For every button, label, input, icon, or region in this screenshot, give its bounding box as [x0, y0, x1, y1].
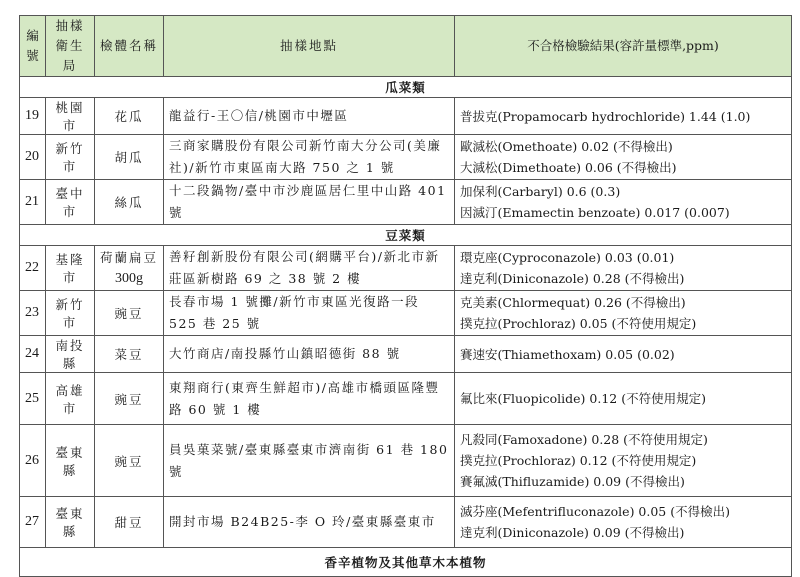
header-no — [20, 16, 46, 77]
row-no: 19 — [20, 98, 46, 135]
row-no: 26 — [20, 425, 46, 497]
row-location: 東翔商行(東齊生鮮超市)/高雄市橋頭區隆豐路 60 號 1 樓 — [164, 373, 455, 425]
table-row — [20, 373, 792, 425]
row-agency: 臺中市 — [46, 180, 95, 225]
result-line: 普拔克(Propamocarb hydrochloride) 1.44 (1.0) — [460, 108, 751, 124]
result-line: 歐滅松(Omethoate) 0.02 (不得檢出) — [460, 139, 673, 154]
row-result — [455, 246, 792, 291]
sample-name: 荷蘭扁豆 — [100, 250, 159, 265]
row-sample: 豌豆 — [95, 291, 164, 336]
row-no: 23 — [20, 291, 46, 336]
row-agency: 新竹市 — [46, 291, 95, 336]
header-agency-line2: 衛生局 — [55, 38, 85, 73]
row-agency: 新竹市 — [46, 135, 95, 180]
row-agency: 臺東縣 — [46, 497, 95, 548]
row-sample: 菜豆 — [95, 336, 164, 373]
table-row — [20, 497, 792, 548]
section-row — [20, 77, 792, 98]
header-agency-line1: 抽樣 — [55, 18, 85, 33]
row-result — [455, 425, 792, 497]
row-sample — [95, 246, 164, 291]
result-line: 撲克拉(Prochloraz) 0.05 (不符使用規定) — [460, 316, 697, 331]
row-no: 21 — [20, 180, 46, 225]
header-no-line1: 編 — [26, 28, 39, 43]
table-row — [20, 180, 792, 225]
header-result: 不合格檢驗結果(容許量標準,ppm) — [455, 16, 792, 77]
result-line: 因滅汀(Emamectin benzoate) 0.017 (0.007) — [460, 205, 730, 220]
section-title: 豆菜類 — [20, 225, 792, 246]
row-result — [455, 291, 792, 336]
row-location: 長春市場 1 號攤/新竹市東區光復路一段 525 巷 25 號 — [164, 291, 455, 336]
section-row — [20, 548, 792, 577]
header-no-line2: 號 — [26, 48, 39, 63]
row-sample: 花瓜 — [95, 98, 164, 135]
row-sample: 甜豆 — [95, 497, 164, 548]
table-row — [20, 425, 792, 497]
inspection-results-table — [19, 15, 792, 577]
result-line: 大滅松(Dimethoate) 0.06 (不得檢出) — [460, 160, 677, 175]
header-agency — [46, 16, 95, 77]
row-sample: 豌豆 — [95, 373, 164, 425]
row-location: 員吳菓菜號/臺東縣臺東市濟南街 61 巷 180 號 — [164, 425, 455, 497]
table-row — [20, 336, 792, 373]
table-row — [20, 135, 792, 180]
row-result — [455, 373, 792, 425]
row-no: 22 — [20, 246, 46, 291]
section-row — [20, 225, 792, 246]
result-line: 克美素(Chlormequat) 0.26 (不得檢出) — [460, 295, 686, 310]
result-line: 氟比來(Fluopicolide) 0.12 (不符使用規定) — [460, 391, 706, 406]
row-result — [455, 336, 792, 373]
row-agency: 高雄市 — [46, 373, 95, 425]
sample-weight: 300g — [115, 271, 143, 286]
row-result — [455, 497, 792, 548]
result-line: 撲克拉(Prochloraz) 0.12 (不符使用規定) — [460, 453, 697, 468]
row-location: 龍益行-王〇信/桃園市中壢區 — [164, 98, 455, 135]
row-sample: 豌豆 — [95, 425, 164, 497]
row-no: 20 — [20, 135, 46, 180]
table-row — [20, 291, 792, 336]
row-sample: 絲瓜 — [95, 180, 164, 225]
row-location: 善籽創新股份有限公司(網購平台)/新北市新莊區新樹路 69 之 38 號 2 樓 — [164, 246, 455, 291]
section-title: 瓜菜類 — [20, 77, 792, 98]
table-row — [20, 98, 792, 135]
table-row — [20, 246, 792, 291]
row-no: 25 — [20, 373, 46, 425]
row-result — [455, 135, 792, 180]
result-line: 環克座(Cyproconazole) 0.03 (0.01) — [460, 250, 675, 265]
result-line: 達克利(Diniconazole) 0.09 (不得檢出) — [460, 525, 685, 540]
row-result — [455, 98, 792, 135]
row-location: 開封市場 B24B25-李 O 玲/臺東縣臺東市 — [164, 497, 455, 548]
result-line: 賽氟滅(Thifluzamide) 0.09 (不得檢出) — [460, 474, 685, 489]
row-result — [455, 180, 792, 225]
row-location: 大竹商店/南投縣竹山鎮昭德街 88 號 — [164, 336, 455, 373]
row-agency: 桃園市 — [46, 98, 95, 135]
result-line: 滅芬座(Mefentrifluconazole) 0.05 (不得檢出) — [460, 504, 730, 519]
row-sample: 胡瓜 — [95, 135, 164, 180]
table-header-row — [20, 16, 792, 77]
row-agency: 南投縣 — [46, 336, 95, 373]
row-no: 24 — [20, 336, 46, 373]
row-location: 三商家購股份有限公司新竹南大分公司(美廉社)/新竹市東區南大路 750 之 1 號 — [164, 135, 455, 180]
header-sample: 檢體名稱 — [95, 16, 164, 77]
row-agency: 基隆市 — [46, 246, 95, 291]
result-line: 加保利(Carbaryl) 0.6 (0.3) — [460, 184, 621, 199]
result-line: 達克利(Diniconazole) 0.28 (不得檢出) — [460, 271, 685, 286]
header-location: 抽樣地點 — [164, 16, 455, 77]
row-no: 27 — [20, 497, 46, 548]
row-agency: 臺東縣 — [46, 425, 95, 497]
result-line: 凡殺同(Famoxadone) 0.28 (不符使用規定) — [460, 432, 708, 447]
row-location: 十二段鍋物/臺中市沙鹿區居仁里中山路 401 號 — [164, 180, 455, 225]
result-line: 賽速安(Thiamethoxam) 0.05 (0.02) — [460, 346, 675, 362]
section-title: 香辛植物及其他草木本植物 — [20, 548, 792, 577]
